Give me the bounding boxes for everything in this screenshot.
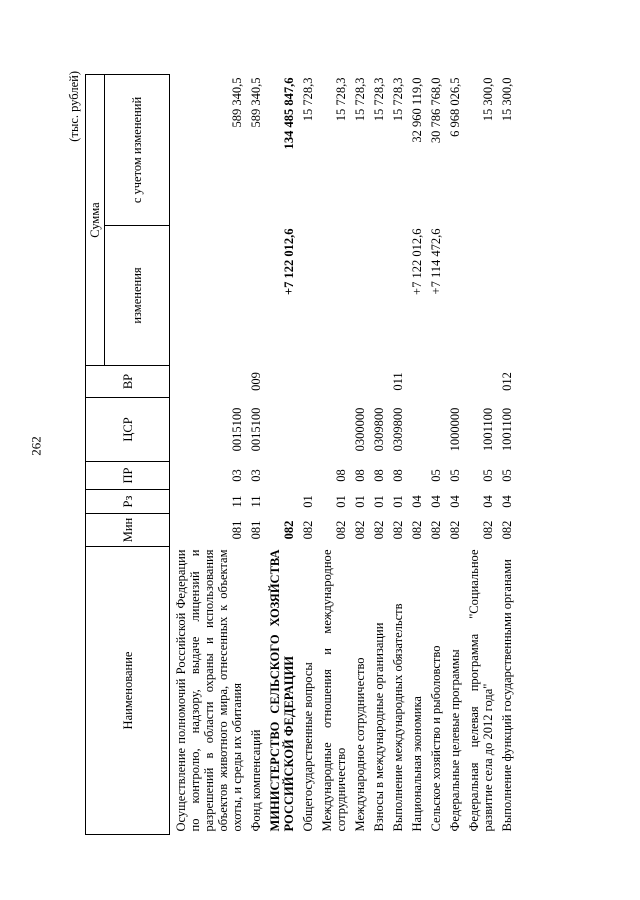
row-min: 082 [353,520,367,540]
row-pr: 05 [481,469,495,482]
row-csr: 1001100 [481,407,495,452]
row-total: 134 485 847,6 [282,77,296,150]
row-min: 082 [429,520,443,540]
row-name: Выполнение международных обязательств [391,603,405,832]
row-pr: 05 [429,469,443,482]
header-min: Мин [86,514,170,547]
row-total: 32 960 119,0 [410,77,424,143]
row-change [463,226,496,366]
row-vr [170,366,246,398]
table-row [245,75,264,835]
row-rz: 01 [353,495,367,508]
table-row [463,75,496,835]
table-row [297,75,316,835]
row-pr: 08 [391,469,405,482]
row-min: 082 [481,520,495,540]
row-name: Национальная экономика [410,696,424,832]
row-change: +7 122 012,6 [410,228,424,295]
row-pr [297,462,316,490]
row-vr [316,366,349,398]
row-rz: 01 [372,495,386,508]
row-change [387,226,406,366]
row-total: 15 300,0 [500,77,514,122]
row-name: МИНИСТЕРСТВО СЕЛЬСКОГО ХОЗЯЙСТВА РОССИЙСКОЙ ФЕДЕРАЦИИ [268,549,296,832]
row-change [245,226,264,366]
header-pr: ПР [86,462,170,490]
row-total: 589 340,5 [230,77,244,128]
table-row [406,75,425,835]
table-row [368,75,387,835]
row-rz: 01 [334,495,348,508]
row-min: 082 [448,520,462,540]
row-vr [264,366,297,398]
row-total: 30 786 768,0 [429,77,443,144]
row-rz: 11 [249,495,263,508]
row-rz: 04 [410,495,424,508]
row-csr [406,398,425,462]
row-csr: 0309800 [372,407,386,452]
table-row [444,75,463,835]
row-vr: 009 [249,372,263,391]
row-min: 081 [249,520,263,540]
header-rz: Рз [86,490,170,514]
row-csr: 0015100 [249,407,263,452]
row-pr: 08 [353,469,367,482]
units-label: (тыс. рублей) [67,71,81,142]
row-name: Общегосударственные вопросы [301,662,315,832]
row-pr: 05 [500,469,514,482]
row-change [349,226,368,366]
row-rz: 01 [301,495,315,508]
row-vr [444,366,463,398]
table-row [387,75,406,835]
row-vr: 011 [391,372,405,391]
row-pr: 03 [249,469,263,482]
row-vr: 012 [500,372,514,391]
row-rz: 04 [481,495,495,508]
row-name: Фонд компенсаций [249,729,263,832]
row-total: 15 300,0 [481,77,495,122]
row-change [297,226,316,366]
row-pr [264,462,297,490]
row-pr: 08 [334,469,348,482]
row-rz: 04 [500,495,514,508]
row-change [444,226,463,366]
row-total: 15 728,3 [301,77,315,122]
row-csr [316,398,349,462]
row-rz: 04 [448,495,462,508]
row-min: 082 [372,520,386,540]
row-name: Сельское хозяйство и рыболовство [429,645,443,832]
row-change: +7 114 472,6 [429,228,443,295]
row-total: 589 340,5 [249,77,263,128]
row-rz: 01 [391,495,405,508]
row-name: Федеральная целевая программа "Социальное развитие села до 2012 года" [467,549,495,832]
row-min: 081 [230,520,244,540]
row-total: 15 728,3 [334,77,348,122]
row-min: 082 [410,520,424,540]
table-row [170,75,246,835]
row-total: 15 728,3 [353,77,367,122]
header-vr: ВР [86,366,170,398]
row-change [368,226,387,366]
row-name: Международные отношения и международное сотрудничество [320,549,348,832]
table-row [316,75,349,835]
row-vr [368,366,387,398]
row-pr: 03 [230,469,244,482]
row-vr [463,366,496,398]
row-rz: 04 [429,495,443,508]
row-min: 082 [282,520,296,540]
table-row [496,75,515,835]
row-csr [297,398,316,462]
row-name: Федеральные целевые программы [448,649,462,832]
row-csr: 0300000 [353,407,367,452]
row-min: 082 [391,520,405,540]
budget-table [85,74,515,835]
row-csr: 0015100 [230,407,244,452]
row-vr [297,366,316,398]
header-sum: Сумма [86,75,105,366]
budget-sheet [65,65,577,835]
row-rz [264,490,297,514]
row-change [316,226,349,366]
row-vr [406,366,425,398]
page-number: 262 [28,436,44,456]
header-csr: ЦСР [86,398,170,462]
row-csr: 0309800 [391,407,405,452]
row-name: Международное сотрудничество [353,657,367,832]
row-min: 082 [301,520,315,540]
row-csr: 1000000 [448,407,462,452]
table-row [425,75,444,835]
row-total: 6 968 026,5 [448,77,462,137]
row-min: 082 [500,520,514,540]
row-csr [425,398,444,462]
row-name: Осуществление полномочий Российской Федерации по контролю, надзору, выдаче лицензий и разрешений в области охраны и использования объектов животного мира, отнесенных к объектам охоты, и среды их обитания [174,549,244,832]
row-min: 082 [334,520,348,540]
table-row [349,75,368,835]
row-pr [406,462,425,490]
row-total: 15 728,3 [391,77,405,122]
row-csr [264,398,297,462]
row-name: Выполнение функций государственными органами [500,559,514,832]
header-changes: изменения [105,226,170,366]
row-csr: 1001100 [500,407,514,452]
row-total: 15 728,3 [372,77,386,122]
header-with-changes: с учетом изменений [105,75,170,226]
row-change [170,226,246,366]
row-change [496,226,515,366]
row-pr: 05 [448,469,462,482]
row-vr [425,366,444,398]
row-change: +7 122 012,6 [282,228,296,295]
table-row [264,75,297,835]
row-rz: 11 [230,495,244,508]
row-pr: 08 [372,469,386,482]
table-body [170,75,516,835]
row-name: Взносы в международные организации [372,622,386,832]
header-name: Наименование [86,547,170,835]
row-vr [349,366,368,398]
